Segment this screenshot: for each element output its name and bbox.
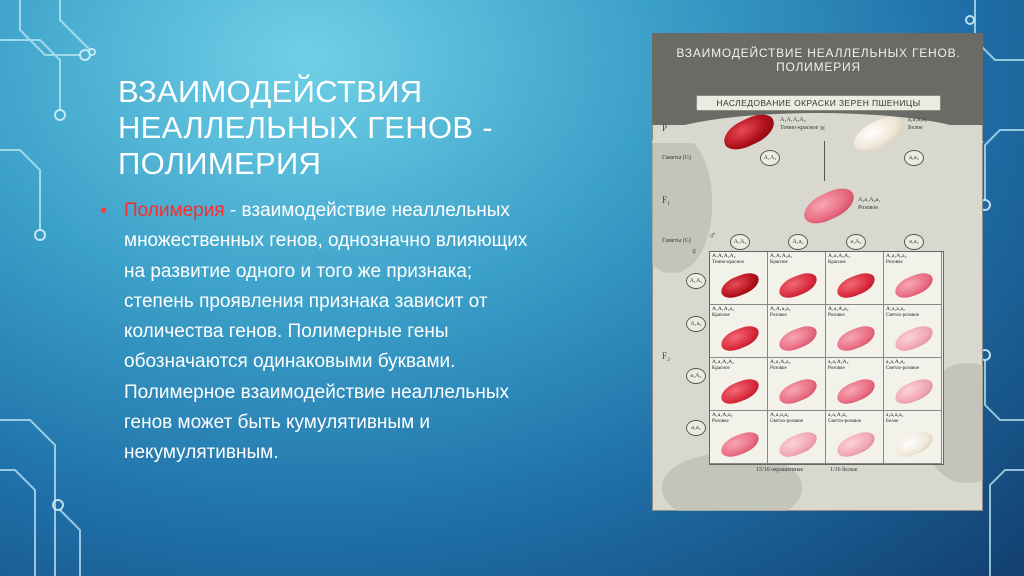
grid-cell: a₁a₁A₂a₂ Светло-розовое (884, 358, 942, 411)
poster-banner: НАСЛЕДОВАНИЕ ОКРАСКИ ЗЕРЕН ПШЕНИЦЫ (696, 95, 941, 111)
male-gamete: a₁A₂ (846, 234, 866, 250)
grid-cell: A₁a₁A₂A₂ Красное (710, 358, 768, 411)
parent2-gamete: a₁a₂ (904, 150, 924, 166)
arrow-down-icon (824, 141, 825, 181)
f1-label: F₁ (662, 195, 671, 205)
grid-cell: A₁a₁a₂a₂ Светло-розовое (884, 305, 942, 358)
definition-paragraph (124, 196, 530, 469)
f2-label: F₂ (662, 351, 671, 361)
footer-colored: 15/16 окрашенные (756, 467, 804, 473)
term-polymeria: Полимерия (124, 200, 225, 221)
parent1-genotype: A₁A₁A₂A₂ (780, 117, 806, 123)
parent2-genotype: a₁a₁a₂a₂ (908, 117, 928, 123)
grid-cell: A₁A₁A₂A₂ Темно-красное (710, 252, 768, 305)
grain-icon (718, 375, 762, 408)
grain-icon (776, 375, 820, 408)
f1-genotype: A₁a₁A₂a₁ (858, 197, 881, 203)
parent2-phenotype: Белое (908, 125, 923, 131)
parent1-gamete: A₁A₂ (760, 150, 780, 166)
female-gamete: A₁a₂ (686, 316, 706, 332)
grain-icon (892, 375, 936, 408)
grain-icon (776, 269, 820, 302)
parent1-phenotype: Темно-красное (780, 125, 819, 131)
grain-icon (892, 428, 936, 461)
gametes-label-f1: Гаметы (G) (662, 238, 691, 244)
grain-icon (892, 269, 936, 302)
slide-title: ВЗАИМОДЕЙСТВИЯ НЕАЛЛЕЛЬНЫХ ГЕНОВ - ПОЛИМЕРИЯ (118, 74, 493, 181)
grid-cell: a₁a₁a₂a₂ Белое (884, 411, 942, 464)
male-symbol-icon: ♂ (708, 230, 717, 242)
male-gamete: A₁A₂ (730, 234, 750, 250)
footer-white: 1/16 белые (830, 467, 858, 473)
grid-cell: A₁a₁A₂a₂ Розовое (768, 358, 826, 411)
gametes-label: Гаметы (G) (662, 155, 691, 161)
definition-text: - взаимодействие неаллельных множественных генов, однозначно влияющих на развитие одного и того же признака; степень проявления признака зависит от количества генов. Полимерные гены обозначаются одинаковыми буквами. Полимерное взаимодействие неаллельных генов может быть кумулятивным и некумулятивным. (124, 200, 528, 464)
grain-icon (718, 322, 762, 355)
male-gamete: a₁a₂ (904, 234, 924, 250)
grid-cell: A₁a₁A₂a₂ Розовое (826, 305, 884, 358)
grid-cell: A₁a₁A₂a₂ Розовое (884, 252, 942, 305)
grid-cell: A₁a₁a₂a₂ Светло-розовое (768, 411, 826, 464)
grain-icon (776, 428, 820, 461)
grain-icon (834, 322, 878, 355)
grain-icon (718, 428, 762, 461)
grid-cell: A₁a₁A₂A₂ Красное (826, 252, 884, 305)
grain-icon (718, 269, 762, 302)
punnett-grid (709, 251, 944, 465)
grain-icon (834, 269, 878, 302)
bullet-marker: • (100, 200, 108, 222)
grid-cell: A₁a₁A₂a₂ Розовое (710, 411, 768, 464)
grain-icon (892, 322, 936, 355)
f1-phenotype: Розовое (858, 205, 879, 211)
grid-cell: A₁A₁A₂a₂ Красное (768, 252, 826, 305)
p-label: P (662, 123, 668, 133)
female-gamete: a₁A₂ (686, 368, 706, 384)
poster-image (652, 33, 983, 511)
male-gamete: A₁a₂ (788, 234, 808, 250)
poster-blotch (652, 133, 712, 273)
grain-icon (834, 428, 878, 461)
grid-cell: A₁A₁A₂a₂ Красное (710, 305, 768, 358)
f1-grain-icon (799, 183, 859, 229)
grid-cell: a₁a₁A₂a₂ Светло-розовое (826, 411, 884, 464)
poster-title: ВЗАИМОДЕЙСТВИЕ НЕАЛЛЕЛЬНЫХ ГЕНОВ. ПОЛИМЕРИЯ (676, 46, 961, 74)
grain-icon (834, 375, 878, 408)
grid-cell: a₁a₁A₂A₂ Розовое (826, 358, 884, 411)
definition-block (100, 196, 530, 469)
female-gamete: a₁a₂ (686, 420, 706, 436)
cross-symbol: × (819, 121, 826, 135)
grid-cell: A₁A₁a₂a₂ Розовое (768, 305, 826, 358)
grain-icon (776, 322, 820, 355)
female-gamete: A₁A₂ (686, 273, 706, 289)
female-symbol-icon: ♀ (690, 246, 699, 258)
